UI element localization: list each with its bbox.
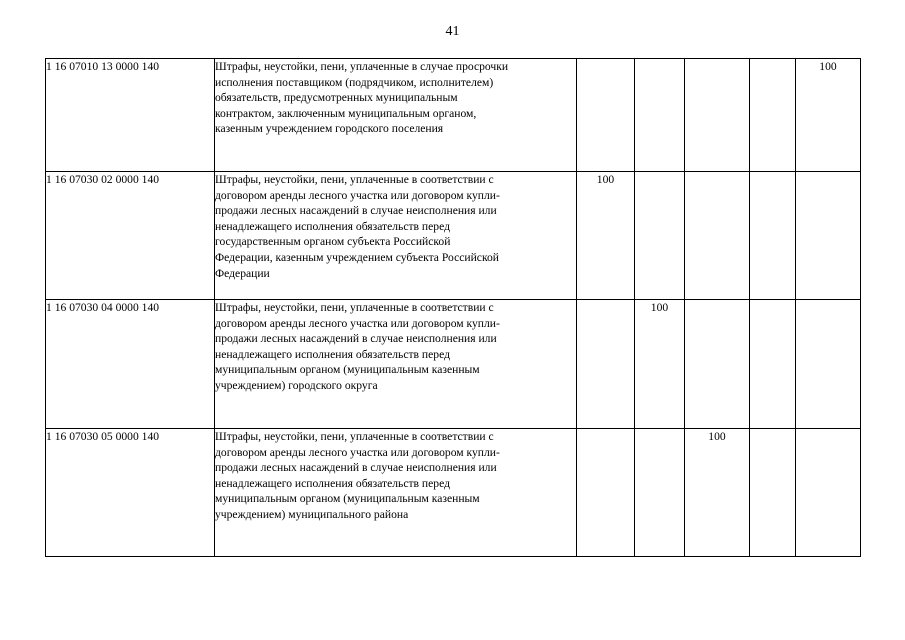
norm-value-cell: 100 (685, 429, 750, 557)
norm-value-cell (635, 172, 685, 300)
revenue-name-line: ненадлежащего исполнения обязательств перед (215, 476, 450, 490)
revenue-name-line: государственным органом субъекта Российской (215, 235, 451, 249)
revenue-name-cell (215, 429, 577, 557)
page-number: 41 (445, 24, 460, 39)
norm-value-cell (685, 172, 750, 300)
table-row (46, 429, 861, 557)
norm-value-cell (577, 300, 635, 429)
revenue-name-line: договором аренды лесного участка или договором купли- (215, 445, 500, 459)
norm-value-cell: 100 (796, 59, 861, 172)
revenue-name-line: ненадлежащего исполнения обязательств перед (215, 219, 450, 233)
revenue-name-line: продажи лесных насаждений в случае неисполнения или (215, 461, 497, 475)
revenue-name-line: обязательств, предусмотренных муниципальным (215, 91, 458, 105)
revenue-name-line: Штрафы, неустойки, пени, уплаченные в случае просрочки (215, 60, 509, 73)
kbk-code-cell: 1 16 07030 05 0000 140 (46, 429, 215, 557)
norm-value-cell (750, 300, 796, 429)
revenue-name-line: муниципальным органом (муниципальным казенным (215, 363, 480, 377)
revenue-name-cell (215, 300, 577, 429)
revenue-name-line: казенным учреждением городского поселения (215, 122, 444, 136)
kbk-code-cell: 1 16 07030 04 0000 140 (46, 300, 215, 429)
revenue-name-line: Федерации, казенным учреждением субъекта Российской (215, 250, 499, 264)
norm-value-cell (635, 59, 685, 172)
revenue-name-line: Штрафы, неустойки, пени, уплаченные в соответствии с (215, 173, 494, 186)
revenue-name-cell (215, 59, 577, 172)
norm-value-cell (577, 429, 635, 557)
norm-value-cell: 100 (577, 172, 635, 300)
kbk-code-cell: 1 16 07010 13 0000 140 (46, 59, 215, 172)
norm-value-cell (796, 172, 861, 300)
norm-value-cell (750, 59, 796, 172)
revenue-name-line: Федерации (215, 266, 270, 280)
table-row (46, 172, 861, 300)
table-row (46, 59, 861, 172)
revenue-name-line: Штрафы, неустойки, пени, уплаченные в соответствии с (215, 301, 494, 314)
revenue-name-line: учреждением) городского округа (215, 378, 378, 392)
revenue-name-line: муниципальным органом (муниципальным казенным (215, 492, 480, 506)
norm-value-cell (685, 300, 750, 429)
revenue-name-cell (215, 172, 577, 300)
norm-value-cell: 100 (635, 300, 685, 429)
norm-value-cell (685, 59, 750, 172)
revenue-name-line: учреждением) муниципального района (215, 507, 409, 521)
revenue-name-line: исполнения поставщиком (подрядчиком, исполнителем) (215, 75, 494, 89)
table-row (46, 300, 861, 429)
revenue-name-line: договором аренды лесного участка или договором купли- (215, 188, 500, 202)
revenue-name-line: контрактом, заключенным муниципальным органом, (215, 106, 477, 120)
norm-value-cell (750, 429, 796, 557)
norm-value-cell (750, 172, 796, 300)
revenue-distribution-table (45, 58, 861, 557)
norm-value-cell (635, 429, 685, 557)
norm-value-cell (796, 429, 861, 557)
norm-value-cell (796, 300, 861, 429)
norm-value-cell (577, 59, 635, 172)
revenue-name-line: ненадлежащего исполнения обязательств перед (215, 347, 450, 361)
kbk-code-cell: 1 16 07030 02 0000 140 (46, 172, 215, 300)
revenue-name-line: продажи лесных насаждений в случае неисполнения или (215, 204, 497, 218)
revenue-name-line: Штрафы, неустойки, пени, уплаченные в соответствии с (215, 430, 494, 443)
revenue-name-line: договором аренды лесного участка или договором купли- (215, 316, 500, 330)
revenue-name-line: продажи лесных насаждений в случае неисполнения или (215, 332, 497, 346)
